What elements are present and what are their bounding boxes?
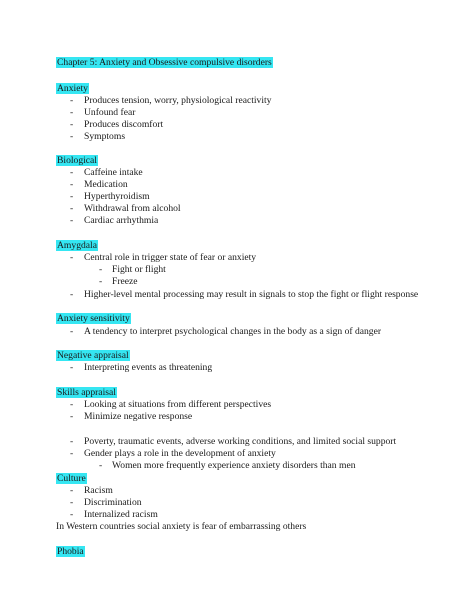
section-heading-biological: Biological [57,155,97,166]
bullet-dash: - [70,131,74,142]
bullet-dash: - [70,107,74,118]
list-item: Poverty, traumatic events, adverse working conditions, and limited social support [84,436,397,447]
document-title [56,57,273,69]
list-item: Cardiac arrhythmia [84,215,159,226]
title-highlight: Chapter 5: Anxiety and Obsessive compulsive disorders [57,57,272,68]
bullet-dash: - [70,436,74,447]
list-item: Produces discomfort [84,119,164,130]
bullet-dash: - [70,252,74,263]
list-item: Gender plays a role in the development of anxiety [84,448,276,459]
section-heading-culture: Culture [57,473,86,484]
list-item: Interpreting events as threatening [84,362,213,373]
list-item: Medication [84,179,128,190]
list-item: Hyperthyroidism [84,191,150,202]
list-item: Unfound fear [84,107,136,118]
bullet-dash: - [70,497,74,508]
sub-list-item: Freeze [112,276,138,287]
section-heading-anxiety-sensitivity: Anxiety sensitivity [57,313,130,324]
list-item: Higher-level mental processing may result in signals to stop the fight or flight response [84,289,419,300]
sub-list-item: Fight or flight [112,264,166,275]
section-heading-skills-appraisal: Skills appraisal [57,387,116,398]
paragraph-note: In Western countries social anxiety is fear of embarrassing others [56,521,307,532]
list-item: A tendency to interpret psychological changes in the body as a sign of danger [84,326,382,337]
bullet-dash: - [70,411,74,422]
bullet-dash: - [70,95,74,106]
bullet-dash: - [70,167,74,178]
list-item: Looking at situations from different perspectives [84,399,272,410]
bullet-dash: - [70,448,74,459]
list-item: Symptoms [84,131,126,142]
sub-bullet-dash: - [99,264,103,275]
sub-bullet-dash: - [99,276,103,287]
list-item: Minimize negative response [84,411,193,422]
sub-list-item: Women more frequently experience anxiety disorders than men [112,460,356,471]
bullet-dash: - [70,326,74,337]
section-heading-negative-appraisal: Negative appraisal [57,350,129,361]
bullet-dash: - [70,362,74,373]
list-item: Central role in trigger state of fear or anxiety [84,252,257,263]
section-heading-phobia: Phobia [57,546,84,557]
list-item: Racism [84,485,113,496]
list-item: Produces tension, worry, physiological reactivity [84,95,272,106]
list-item: Internalized racism [84,509,158,520]
bullet-dash: - [70,215,74,226]
bullet-dash: - [70,399,74,410]
section-heading-amygdala: Amygdala [57,240,97,251]
section-heading-anxiety: Anxiety [57,83,88,94]
list-item: Caffeine intake [84,167,143,178]
bullet-dash: - [70,191,74,202]
bullet-dash: - [70,485,74,496]
bullet-dash: - [70,509,74,520]
list-item: Discrimination [84,497,142,508]
bullet-dash: - [70,179,74,190]
bullet-dash: - [70,203,74,214]
bullet-dash: - [70,289,74,300]
sub-bullet-dash: - [99,460,103,471]
list-item: Withdrawal from alcohol [84,203,181,214]
bullet-dash: - [70,119,74,130]
